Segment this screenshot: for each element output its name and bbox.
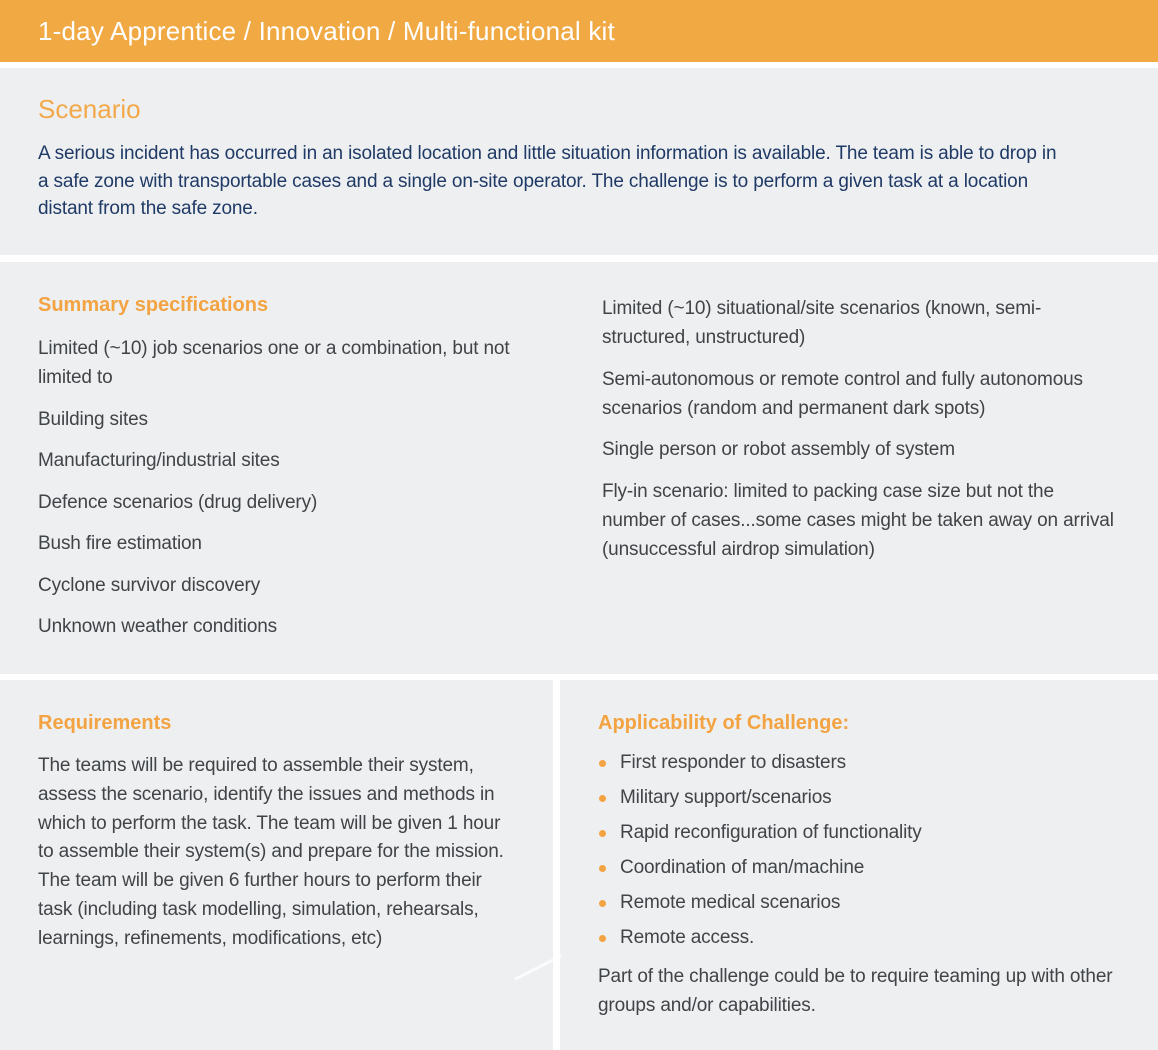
scenario-body: A serious incident has occurred in an isolated location and little situation information is available. The team is able to drop in a safe zone with transportable cases and a single on-site operator. The challenge is to perform a given task at a location distant from the safe zone. [38, 143, 1057, 219]
bullet-label: First responder to disasters [620, 752, 846, 773]
bullet-item [598, 892, 1120, 914]
bullet-label: Remote medical scenarios [620, 892, 841, 913]
spec-item: Building sites [38, 408, 148, 430]
bullet-label: Coordination of man/machine [620, 857, 865, 878]
bullet-item [598, 752, 1120, 774]
bullet-item [598, 927, 1120, 949]
bullet-label: Rapid reconfiguration of functionality [620, 822, 922, 843]
bullet-item [598, 822, 1120, 844]
bullet-label: Military support/scenarios [620, 787, 832, 808]
scenario-heading: Scenario [38, 94, 141, 124]
spec-item: Limited (~10) job scenarios one or a combination, but not limited to [38, 338, 510, 388]
bullet-dot-icon [599, 760, 606, 767]
bullet-item [598, 787, 1120, 809]
specs-right-items [602, 294, 1120, 564]
spec-item: Manufacturing/industrial sites [38, 450, 280, 471]
page-title: 1-day Apprentice / Innovation / Multi-functional kit [38, 15, 615, 46]
applicability-bullet-list [598, 752, 1120, 949]
bullet-label: Remote access. [620, 927, 755, 948]
spec-item: Defence scenarios (drug delivery) [38, 491, 318, 513]
applicability-footer: Part of the challenge could be to require teaming up with other groups and/or capabilities. [598, 966, 1113, 1016]
bullet-dot-icon [599, 900, 606, 907]
spec-item: Bush fire estimation [38, 533, 202, 554]
scenario-section [0, 68, 1158, 255]
applicability-heading: Applicability of Challenge: [598, 712, 850, 734]
bottom-panels [0, 680, 1158, 1050]
specs-left-column [38, 294, 558, 674]
spec-item: Limited (~10) situational/site scenarios (known, semi-structured, unstructured) [602, 298, 1042, 348]
spec-item: Cyclone survivor discovery [38, 574, 261, 596]
specs-left-items [38, 334, 558, 641]
bullet-dot-icon [599, 865, 606, 872]
bullet-dot-icon [599, 830, 606, 837]
spec-item: Unknown weather conditions [38, 616, 278, 637]
specs-heading: Summary specifications [38, 294, 269, 316]
summary-specifications-section [0, 262, 1158, 674]
title-bar [0, 0, 1158, 62]
spec-item: Semi-autonomous or remote control and fully autonomous scenarios (random and permanent dark spots) [602, 368, 1083, 419]
bullet-item [598, 857, 1120, 879]
requirements-panel [0, 680, 553, 1050]
spec-item: Fly-in scenario: limited to packing case size but not the number of cases...some cases might be taken away on arrival (unsuccessful airdrop simulation) [602, 480, 1114, 560]
applicability-panel [560, 680, 1158, 1050]
requirements-heading: Requirements [38, 712, 172, 734]
bullet-dot-icon [599, 935, 606, 942]
specs-right-column [602, 294, 1120, 674]
requirements-body: The teams will be required to assemble their system, assess the scenario, identify the issues and methods in which to perform the task. The team will be given 1 hour to assemble their system(s) and prepare for the mission. The team will be given 6 further hours to perform their task (including task modelling, simulation, rehearsals, learnings, refinements, modifications, etc) [38, 755, 504, 949]
spec-item: Single person or robot assembly of system [602, 439, 955, 460]
bullet-dot-icon [599, 795, 606, 802]
